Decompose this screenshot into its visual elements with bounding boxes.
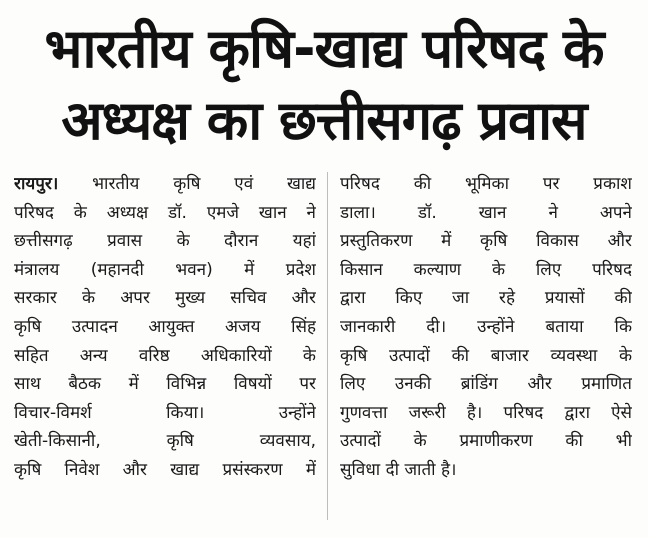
headline-line-1: भारतीय कृषि-खाद्य परिषद के: [44, 17, 604, 80]
article-column-left: [14, 170, 316, 485]
headline-line-2: अध्यक्ष का छत्तीसगढ़ प्रवास: [61, 89, 587, 152]
body-line: कृषि निवेश और खाद्य प्रसंस्करण में: [14, 459, 316, 480]
article-column-right: [340, 170, 632, 485]
body-line: विचार-विमर्श किया। उन्होंने: [14, 402, 316, 423]
body-line: परिषद की भूमिका पर प्रकाश: [340, 174, 632, 194]
body-line: साथ बैठक में विभिन्न विषयों पर: [14, 374, 316, 395]
column-divider: [327, 172, 328, 520]
body-line: छत्तीसगढ़ प्रवास के दौरान यहां: [14, 231, 316, 252]
body-line: डाला। डॉ. खान ने अपने: [340, 202, 632, 223]
body-line: कृषि उत्पादन आयुक्त अजय सिंह: [14, 316, 316, 337]
body-line: उत्पादों के प्रमाणीकरण की भी: [340, 431, 632, 452]
body-line: सुविधा दी जाती है।: [340, 459, 457, 480]
body-line: गुणवत्ता जरूरी है। परिषद द्वारा ऐसे: [340, 402, 632, 423]
body-line: सहित अन्य वरिष्ठ अधिकारियों के: [14, 345, 316, 366]
body-line-text: भारतीय कृषि एवं खाद्य: [92, 174, 316, 194]
body-line: कृषि उत्पादों की बाजार व्यवस्था के: [340, 345, 632, 366]
dateline: रायपुर।: [14, 174, 59, 194]
body-line: प्रस्तुतिकरण में कृषि विकास और: [340, 231, 632, 252]
body-line: मंत्रालय (महानदी भवन) में प्रदेश: [14, 259, 316, 280]
body-line: खेती-किसानी, कृषि व्यवसाय,: [14, 431, 316, 452]
body-line: [14, 170, 316, 199]
body-line: जानकारी दी। उन्होंने बताया कि: [340, 316, 632, 337]
body-line: लिए उनकी ब्रांडिंग और प्रमाणित: [340, 374, 632, 395]
body-line: सरकार के अपर मुख्य सचिव और: [14, 288, 316, 309]
body-line: परिषद के अध्यक्ष डॉ. एमजे खान ने: [14, 202, 316, 223]
body-line: किसान कल्याण के लिए परिषद: [340, 259, 632, 280]
body-line: द्वारा किए जा रहे प्रयासों की: [340, 288, 632, 309]
